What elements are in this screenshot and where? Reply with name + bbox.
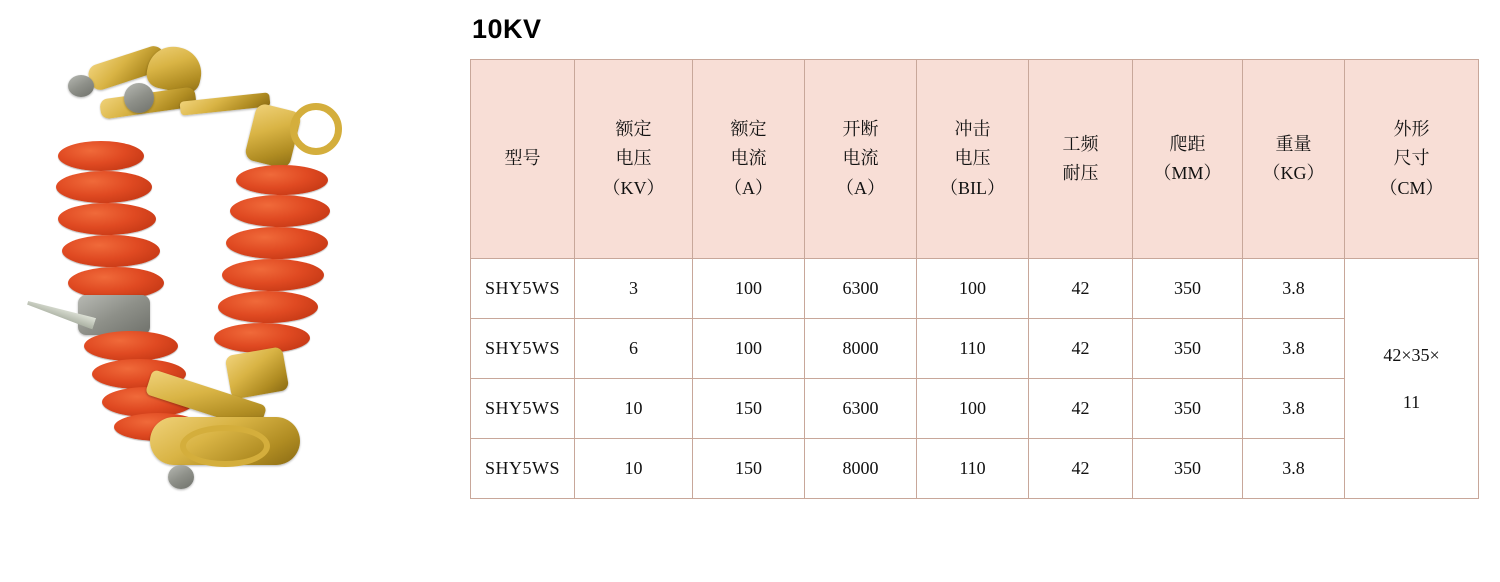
base-eye-ring-icon — [180, 425, 270, 467]
header-line: （CM） — [1379, 177, 1444, 198]
cell-power-frequency-withstand: 42 — [1029, 259, 1133, 319]
header-line: 额定 — [730, 119, 767, 140]
right-insulator-shed — [218, 291, 318, 323]
header-line: 型号 — [504, 148, 541, 169]
cell-rated-current: 100 — [693, 259, 805, 319]
header-line: 重量 — [1275, 133, 1312, 154]
cell-weight: 3.8 — [1243, 439, 1345, 499]
table-row — [471, 319, 1479, 379]
left-insulator-shed — [58, 141, 144, 171]
cell-breaking-current: 6300 — [805, 259, 917, 319]
page-title: 10KV — [472, 14, 542, 44]
right-insulator-shed — [222, 259, 324, 291]
mid-clamp-icon — [78, 295, 150, 335]
header-line: （A） — [836, 177, 885, 198]
cell-rated-current: 150 — [693, 439, 805, 499]
col-header-impulse-voltage — [917, 60, 1029, 259]
cell-dimensions — [1345, 259, 1479, 499]
header-line: 爬距 — [1169, 133, 1206, 154]
fuse-head-pin-icon — [68, 75, 94, 97]
cell-creepage: 350 — [1133, 259, 1243, 319]
header-line: （KG） — [1262, 163, 1325, 183]
spec-content — [470, 0, 1490, 582]
cell-breaking-current: 8000 — [805, 319, 917, 379]
table-row — [471, 439, 1479, 499]
terminal-eye-ring-icon — [290, 103, 342, 155]
right-insulator-shed — [226, 227, 328, 259]
cell-power-frequency-withstand: 42 — [1029, 439, 1133, 499]
col-header-weight — [1243, 60, 1345, 259]
cell-weight: 3.8 — [1243, 259, 1345, 319]
lower-terminal-icon — [225, 346, 290, 399]
header-line: 电压 — [615, 148, 652, 169]
col-header-model — [471, 60, 575, 259]
cell-rated-voltage: 3 — [575, 259, 693, 319]
cell-creepage: 350 — [1133, 379, 1243, 439]
header-line: （KV） — [602, 177, 665, 198]
header-line: 开断 — [842, 119, 879, 140]
cell-creepage: 350 — [1133, 439, 1243, 499]
cell-model: SHY5WS — [471, 259, 575, 319]
right-insulator-shed — [236, 165, 328, 195]
cell-impulse-voltage: 110 — [917, 439, 1029, 499]
left-insulator-shed — [56, 171, 152, 203]
right-insulator-shed — [214, 323, 310, 353]
header-line: 额定 — [615, 119, 652, 140]
base-bolt-icon — [168, 465, 194, 489]
header-line: 电流 — [730, 148, 767, 169]
col-header-dimensions — [1345, 60, 1479, 259]
left-insulator-shed — [84, 331, 178, 361]
spec-table-head — [471, 60, 1479, 259]
left-insulator-shed — [62, 235, 160, 267]
fuse-hinge-icon — [124, 83, 154, 113]
header-line: （BIL） — [940, 177, 1005, 198]
header-line: （A） — [724, 177, 773, 198]
header-line: 冲击 — [954, 119, 991, 140]
col-header-creepage — [1133, 60, 1243, 259]
cell-rated-current: 100 — [693, 319, 805, 379]
cell-model: SHY5WS — [471, 319, 575, 379]
cell-weight: 3.8 — [1243, 379, 1345, 439]
header-line: （MM） — [1153, 163, 1222, 183]
col-header-rated-current — [693, 60, 805, 259]
dimension-line-2: 11 — [1402, 391, 1421, 412]
product-photo — [0, 0, 460, 582]
cell-impulse-voltage: 110 — [917, 319, 1029, 379]
left-insulator-shed — [58, 203, 156, 235]
right-insulator-shed — [230, 195, 330, 227]
header-line: 外形 — [1393, 119, 1430, 140]
cell-model: SHY5WS — [471, 379, 575, 439]
header-line: 工频 — [1062, 133, 1099, 154]
cell-power-frequency-withstand: 42 — [1029, 319, 1133, 379]
header-row — [471, 60, 1479, 259]
col-header-rated-voltage — [575, 60, 693, 259]
header-line: 电流 — [842, 148, 879, 169]
cell-breaking-current: 8000 — [805, 439, 917, 499]
header-line: 尺寸 — [1393, 148, 1430, 169]
dimension-line-1: 42×35× — [1383, 344, 1440, 365]
cell-breaking-current: 6300 — [805, 379, 917, 439]
cell-rated-voltage: 10 — [575, 379, 693, 439]
col-header-breaking-current — [805, 60, 917, 259]
header-line: 耐压 — [1062, 163, 1099, 183]
table-row — [471, 259, 1479, 319]
cell-rated-voltage: 6 — [575, 319, 693, 379]
spec-table-body — [471, 259, 1479, 499]
col-header-power-frequency-withstand — [1029, 60, 1133, 259]
cell-weight: 3.8 — [1243, 319, 1345, 379]
cell-model: SHY5WS — [471, 439, 575, 499]
cell-power-frequency-withstand: 42 — [1029, 379, 1133, 439]
cell-creepage: 350 — [1133, 319, 1243, 379]
cell-rated-current: 150 — [693, 379, 805, 439]
cell-impulse-voltage: 100 — [917, 259, 1029, 319]
cell-rated-voltage: 10 — [575, 439, 693, 499]
header-line: 电压 — [954, 148, 991, 169]
cell-impulse-voltage: 100 — [917, 379, 1029, 439]
product-photo-stage — [40, 45, 400, 485]
spec-table — [470, 59, 1479, 499]
table-row — [471, 379, 1479, 439]
